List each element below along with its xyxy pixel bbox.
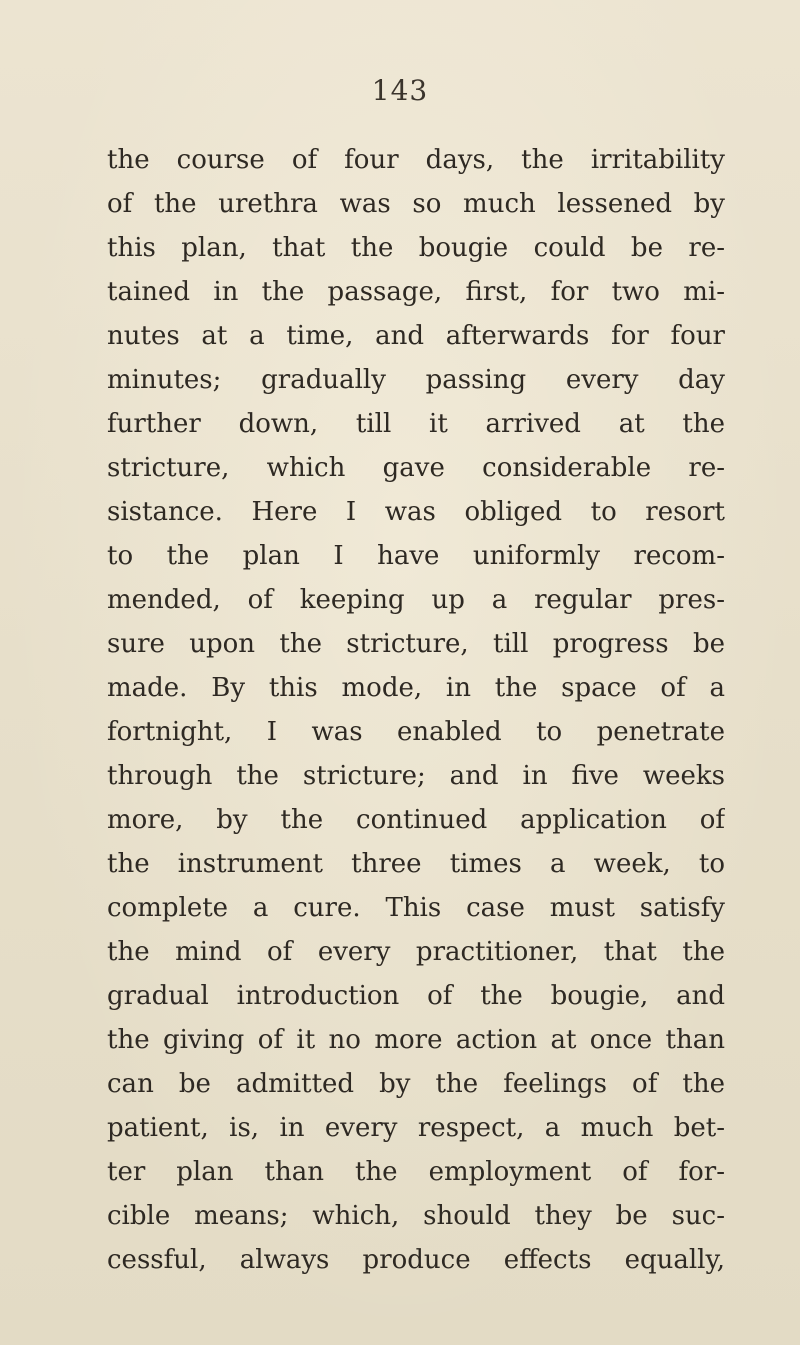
text-line: this plan, that the bougie could be re- [107,233,725,263]
body-text [107,138,725,1282]
text-line: patient, is, in every respect, a much bet- [107,1113,725,1143]
text-line: fortnight, I was enabled to penetrate [107,717,725,747]
text-line: through the stricture; and in five weeks [107,761,725,791]
text-line: more, by the continued application of [107,805,725,835]
text-line: of the urethra was so much lessened by [107,189,725,219]
text-line: the course of four days, the irritability [107,145,725,175]
text-line: ter plan than the employment of for- [107,1157,725,1187]
text-line: cible means; which, should they be suc- [107,1201,725,1231]
text-line: the instrument three times a week, to [107,849,725,879]
text-line: the mind of every practitioner, that the [107,937,725,967]
text-line: to the plan I have uniformly recom- [107,541,725,571]
text-line: made. By this mode, in the space of a [107,673,725,703]
text-line: nutes at a time, and afterwards for four [107,321,725,351]
text-line: the giving of it no more action at once than [107,1025,725,1055]
text-line: sure upon the stricture, till progress be [107,629,725,659]
text-line: complete a cure. This case must satisfy [107,893,725,923]
text-line: gradual introduction of the bougie, and [107,981,725,1011]
text-line: cessful, always produce effects equally, [107,1245,725,1275]
text-line: stricture, which gave considerable re- [107,453,725,483]
text-line: sistance. Here I was obliged to resort [107,497,725,527]
text-line: mended, of keeping up a regular pres- [107,585,725,615]
text-line: minutes; gradually passing every day [107,365,725,395]
text-line: tained in the passage, first, for two mi- [107,277,725,307]
text-line: can be admitted by the feelings of the [107,1069,725,1099]
text-line: further down, till it arrived at the [107,409,725,439]
page-number: 143 [371,74,429,107]
